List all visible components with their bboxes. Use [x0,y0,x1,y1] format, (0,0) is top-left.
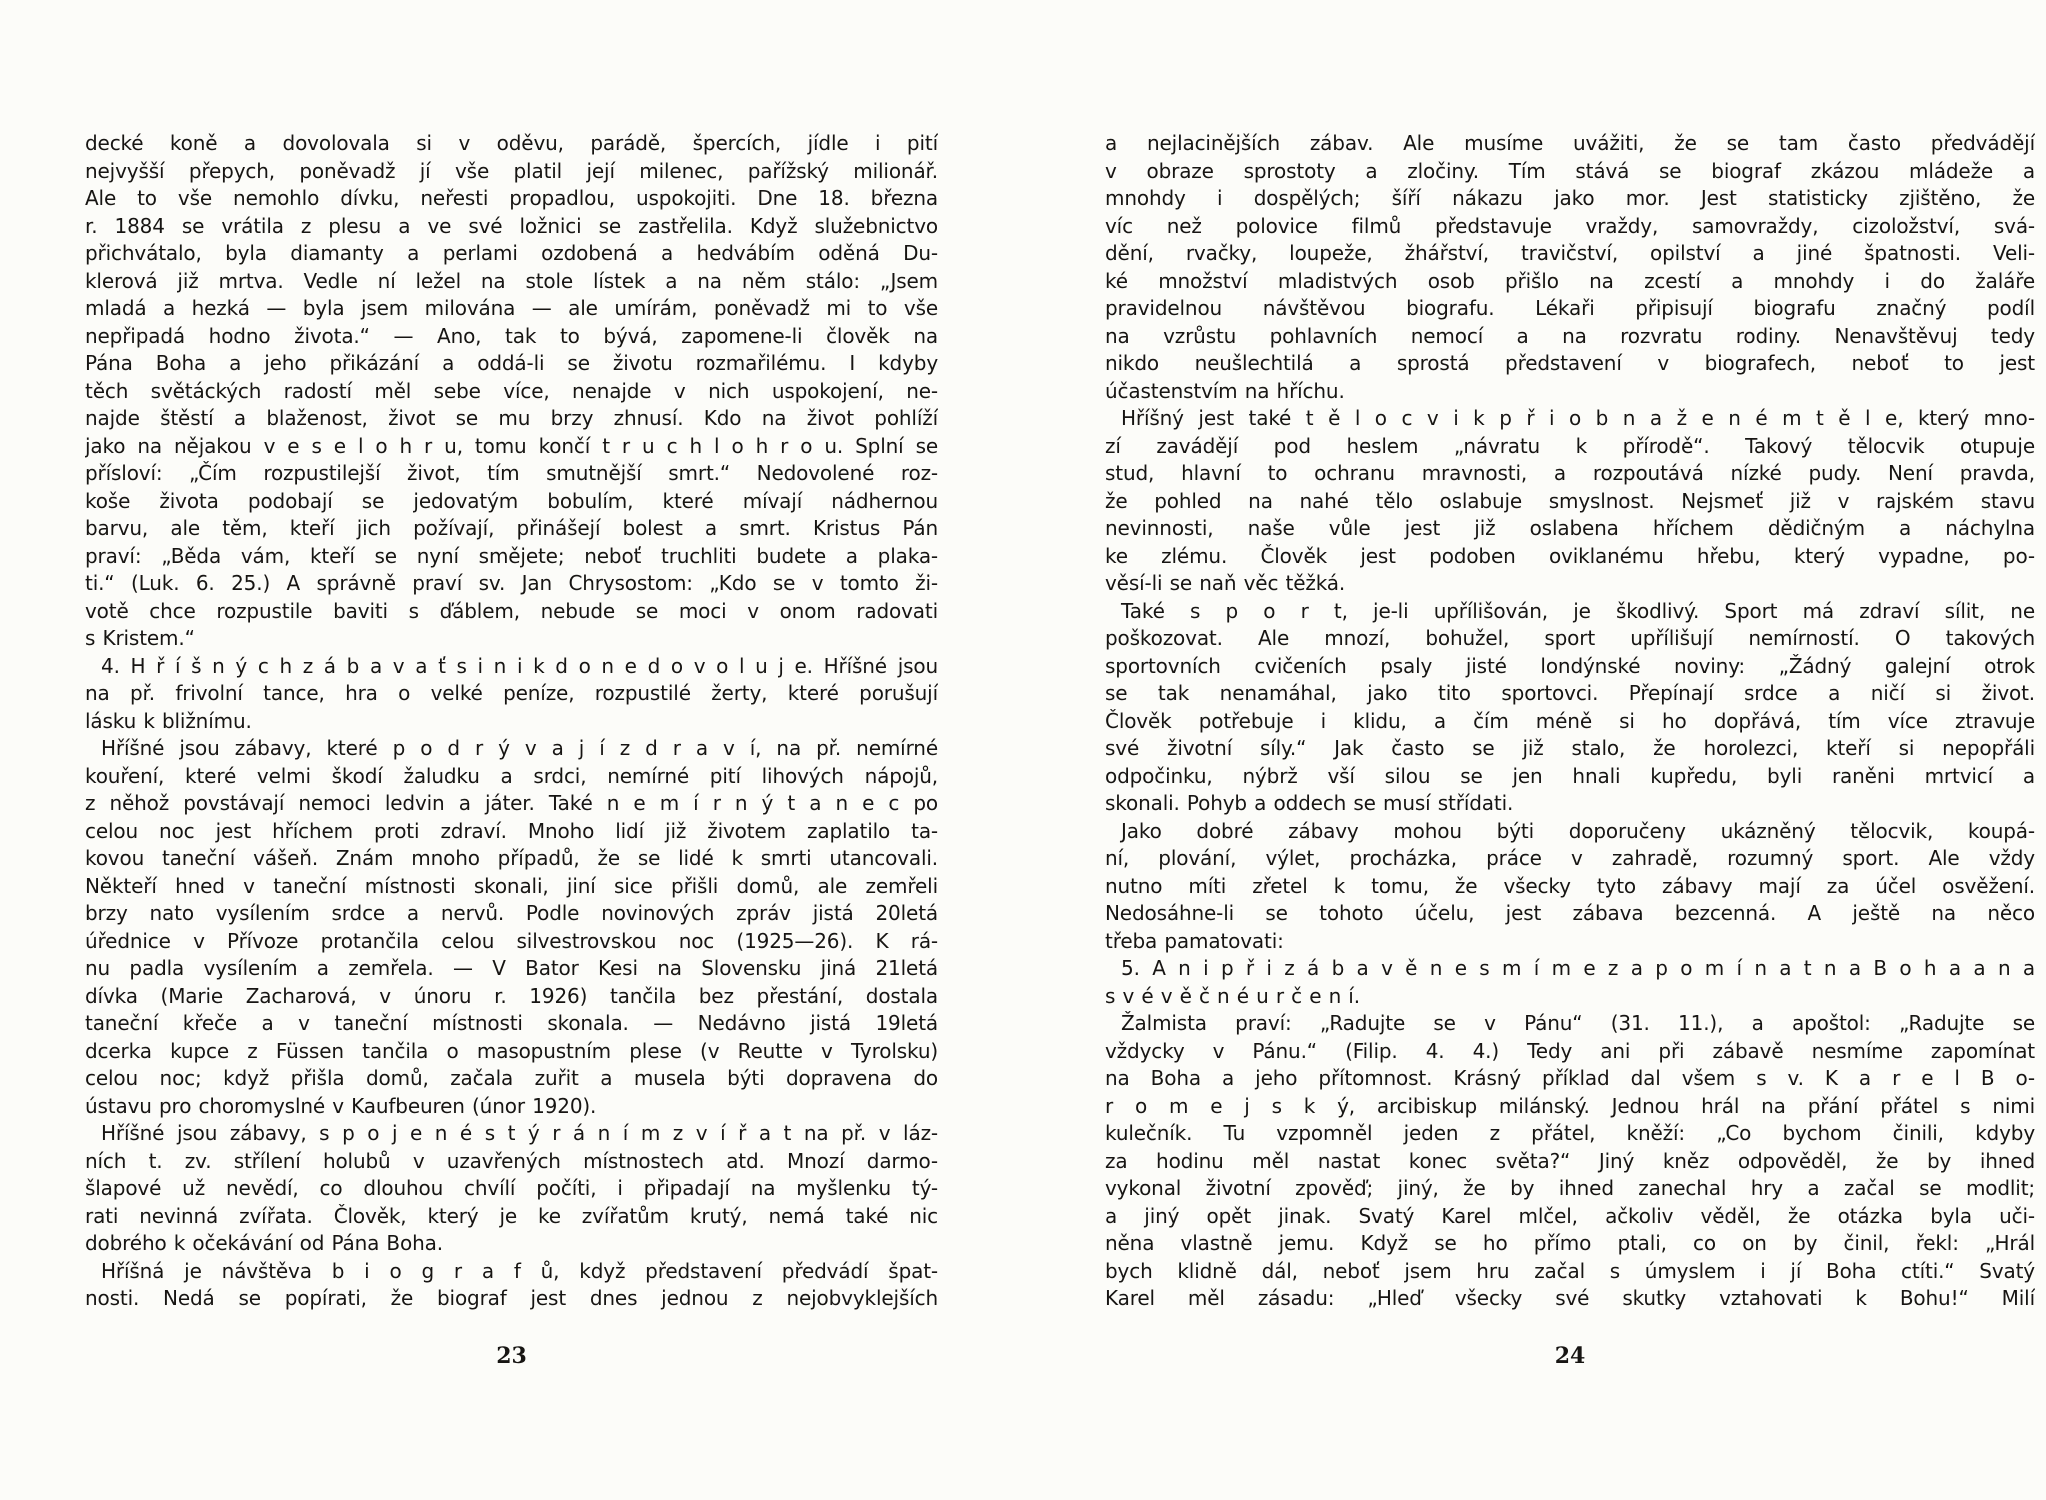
text-line: sportovních cvičeních psaly jisté londýnské noviny: „Žádný galejní otrok [1105,653,2035,678]
text-line: Karel měl zásadu: „Hleď všecky své skutky vztahovati k Bohu!“ Milí [1105,1286,2035,1310]
text-line: na Boha a jeho přítomnost. Krásný příklad dal všem s v. K a r e l B o- [1105,1066,2035,1090]
text-line: taneční křeče a v taneční místnosti skonala. — Nedávno jistá 19letá [85,1011,938,1035]
text-line: třeba pamatovati: [1105,928,1284,953]
page-number-left: 23 [496,1343,527,1369]
text-line: Ale to vše nemohlo dívku, neřesti propadlou, uspokojiti. Dne 18. března [85,186,938,210]
text-line: odpočinku, nýbrž vší silou se jen hnali kupředu, byli raněni mrtvicí a [1105,763,2035,788]
text-line: účastenstvím na hříchu. [1105,378,1345,403]
text-line: Také s p o r t, je-li upřílišován, je škodlivý. Sport má zdraví sílit, ne [1121,598,2035,623]
text-line: nepřipadá hodno života.“ — Ano, tak to bývá, zapomene-li člověk na [85,323,938,348]
text-line: barvu, ale těm, kteří jich požívají, přinášejí bolest a smrt. Kristus Pán [85,516,938,540]
text-line: věsí-li se naň věc těžká. [1105,571,1346,595]
text-line: Jako dobré zábavy mohou býti doporučeny ukázněný tělocvik, koupá- [1121,818,2035,843]
text-line: kulečník. Tu vzpomněl jeden z přátel, kněží: „Co bychom činili, kdyby [1105,1121,2035,1145]
text-line: 4. H ř í š n ý c h z á b a v a ť s i n i k d o n e d o v o l u j e. Hříšné jsou [101,653,938,678]
text-line: rati nevinná zvířata. Člověk, který je ke zvířatům krutý, nemá také nic [85,1203,938,1228]
text-line: přichvátalo, byla diamanty a perlami ozdobená a hedvábím oděná Du- [85,241,938,265]
text-line: decké koně a dovolovala si v oděvu, parádě, špercích, jídle i pití [85,131,938,155]
text-line: mnohdy i dospělých; šíří nákazu jako mor. Jest statisticky zjištěno, že [1105,186,2035,210]
text-line: a jiný opět jinak. Svatý Karel mlčel, ačkoliv věděl, že otázka byla uči- [1105,1203,2035,1228]
text-line: kouření, které velmi škodí žaludku a srdci, nemírné pití lihových nápojů, [85,763,938,788]
text-line: r o m e j s k ý, arcibiskup milánský. Jednou hrál na přání přátel s nimi [1105,1093,2035,1118]
text-line: koše života podobají se jedovatým bobulím, které mívají nádhernou [85,488,938,513]
page-24-text-column [1105,130,2035,1313]
text-line: že pohled na nahé tělo oslabuje smyslnost. Nejsmeť již v rajském stavu [1105,488,2035,513]
text-line: nikdo neušlechtilá a sprostá představení v biografech, neboť to jest [1105,351,2035,375]
text-line: ké množství mladistvých osob přišlo na zcestí a mnohdy i do žaláře [1105,268,2035,293]
text-line: 5. A n i p ř i z á b a v ě n e s m í m e z a p o m í n a t n a B o h a a n a [1121,956,2035,980]
text-line: najde štěstí a blaženost, život se mu brzy zhnusí. Kdo na život pohlíží [85,406,938,430]
text-line: s Kristem.“ [85,626,195,650]
text-line: dobrého k očekávání od Pána Boha. [85,1231,443,1255]
text-line: nutno míti zřetel k tomu, že všecky tyto zábavy mají za účel osvěžení. [1105,873,2035,898]
text-line: dění, rvačky, loupeže, žhářství, travičství, opilství a jiné špatnosti. Veli- [1105,241,2035,265]
text-line: Člověk potřebuje i klidu, a čím méně si ho dopřává, tím více ztravuje [1105,708,2035,733]
text-line: z něhož povstávají nemoci ledvin a játer. Také n e m í r n ý t a n e c po [85,791,938,815]
text-line: Hříšné jsou zábavy, které p o d r ý v a j í z d r a v í, na př. nemírné [101,736,938,760]
text-line: mladá a hezká — byla jsem milována — ale umírám, poněvadž mi to vše [85,296,938,320]
text-line: celou noc jest hříchem proti zdraví. Mnoho lidí již životem zaplatilo ta- [85,818,938,843]
text-line: nu padla vysílením a zemřela. — V Bator Kesi na Slovensku jiná 21letá [85,956,938,980]
text-line: přísloví: „Čím rozpustilejší život, tím smutnější smrt.“ Nedovolené roz- [85,461,938,485]
text-line: praví: „Běda vám, kteří se nyní smějete; neboť truchliti budete a plaka- [85,543,938,568]
text-line: nosti. Nedá se popírati, že biograf jest dnes jednou z nejobvyklejších [85,1286,938,1310]
text-line: dcerka kupce z Füssen tančila o masopustním plese (v Reutte v Tyrolsku) [85,1038,938,1063]
text-line: poškozovat. Ale mnozí, bohužel, sport upřílišují nemírností. O takových [1105,626,2035,650]
text-line: ti.“ (Luk. 6. 25.) A správně praví sv. Jan Chrysostom: „Kdo se v tomto ži- [85,571,938,595]
text-line: stud, hlavní to ochranu mravnosti, a rozpoutává nízké pudy. Není pravda, [1105,461,2035,485]
text-line: své životní síly.“ Jak často se již stalo, že horolezci, kteří si nepopřáli [1105,736,2035,760]
text-line: na vzrůstu pohlavních nemocí a na rozvratu rodiny. Nenavštěvuj tedy [1105,323,2035,348]
page-23-text-column [85,130,938,1313]
text-line: kovou taneční vášeň. Znám mnoho případů, že se lidé k smrti utancovali. [85,846,938,870]
text-line: něna vlastně jemu. Když se ho přímo ptali, co on by činil, řekl: „Hrál [1105,1231,2035,1255]
text-line: zí zavádějí pod heslem „návratu k přírodě“. Takový tělocvik otupuje [1105,433,2035,458]
text-line: a nejlacinějších zábav. Ale musíme uvážiti, že se tam často předvádějí [1105,131,2035,155]
text-line: se tak nenamáhal, jako tito sportovci. Přepínají srdce a ničí si život. [1105,681,2035,705]
text-line: Nedosáhne-li se tohoto účelu, jest zábava bezcenná. A ještě na něco [1105,901,2035,925]
text-line: Někteří hned v taneční místnosti skonali, jiní sice přišli domů, ale zemřeli [85,873,938,898]
text-line: nejvyšší přepych, poněvadž jí vše platil její milenec, pařížský milionář. [85,158,938,183]
text-line: vždycky v Pánu.“ (Filip. 4. 4.) Tedy ani při zábavě nesmíme zapomínat [1105,1038,2035,1063]
text-line: ústavu pro choromyslné v Kaufbeuren (únor 1920). [85,1093,597,1118]
text-line: Hříšná je návštěva b i o g r a f ů, když představení předvádí špat- [101,1258,938,1283]
text-line: lásku k bližnímu. [85,708,252,733]
text-line: ních t. zv. střílení holubů v uzavřených místnostech atd. Mnozí darmo- [85,1148,938,1173]
text-line: vykonal životní zpověď; jiný, že by ihned zanechal hry a začal se modlit; [1105,1176,2035,1200]
text-line: r. 1884 se vrátila z plesu a ve své ložnici se zastřelila. Když služebnictvo [85,213,938,238]
text-line: pravidelnou návštěvou biografu. Lékaři připisují biografu značný podíl [1105,296,2035,320]
text-line: brzy nato vysílením srdce a nervů. Podle novinových zpráv jistá 20letá [85,901,938,925]
text-line: celou noc; když přišla domů, začala zuřit a musela býti dopravena do [85,1066,938,1090]
text-line: nevinnosti, naše vůle jest již oslabena hříchem dědičným a náchylna [1105,516,2035,540]
text-line: jako na nějakou v e s e l o h r u, tomu končí t r u c h l o h r o u. Splní se [85,433,938,458]
text-line: za hodinu měl nastat konec světa?“ Jiný kněz odpověděl, že by ihned [1105,1148,2035,1173]
text-line: s v é v ě č n é u r č e n í. [1105,983,1360,1008]
text-line: ke zlému. Člověk jest podoben oviklanému hřebu, který vypadne, po- [1105,543,2035,568]
page-number-right: 24 [1554,1343,1586,1369]
text-line: na př. frivolní tance, hra o velké peníze, rozpustilé žerty, které porušují [85,681,938,705]
text-line: těch světáckých radostí měl sebe více, nenajde v nich uspokojení, ne- [85,378,938,403]
text-line: klerová již mrtva. Vedle ní ležel na stole lístek a na něm stálo: „Jsem [85,268,938,293]
text-line: bych klidně dál, neboť jsem hru začal s úmyslem i jí Boha ctíti.“ Svatý [1105,1258,2035,1283]
text-line: šlapové už nevědí, co dlouhou chvílí počíti, i připadají na myšlenku tý- [85,1176,938,1200]
text-line: víc než polovice filmů představuje vraždy, samovraždy, cizoložství, svá- [1105,213,2035,238]
text-line: skonali. Pohyb a oddech se musí střídati. [1105,791,1514,815]
text-line: Pána Boha a jeho přikázání a oddá-li se životu rozmařilému. I kdyby [85,351,938,375]
text-line: votě chce rozpustile baviti s ďáblem, nebude se moci v onom radovati [85,598,938,623]
text-line: Hříšné jsou zábavy, s p o j e n é s t ý r á n í m z v í ř a t na př. v láz- [101,1121,938,1145]
text-line: ní, plování, výlet, procházka, práce v zahradě, rozumný sport. Ale vždy [1105,846,2035,870]
text-line: Žalmista praví: „Radujte se v Pánu“ (31. 11.), a apoštol: „Radujte se [1121,1011,2035,1035]
text-line: v obraze sprostoty a zločiny. Tím stává se biograf zkázou mládeže a [1105,158,2035,183]
text-line: Hříšný jest také t ě l o c v i k p ř i o b n a ž e n é m t ě l e, který mno- [1121,406,2035,430]
text-line: úřednice v Přívoze protančila celou silvestrovskou noc (1925—26). K rá- [85,928,938,953]
text-line: dívka (Marie Zacharová, v únoru r. 1926) tančila bez přestání, dostala [85,983,938,1008]
